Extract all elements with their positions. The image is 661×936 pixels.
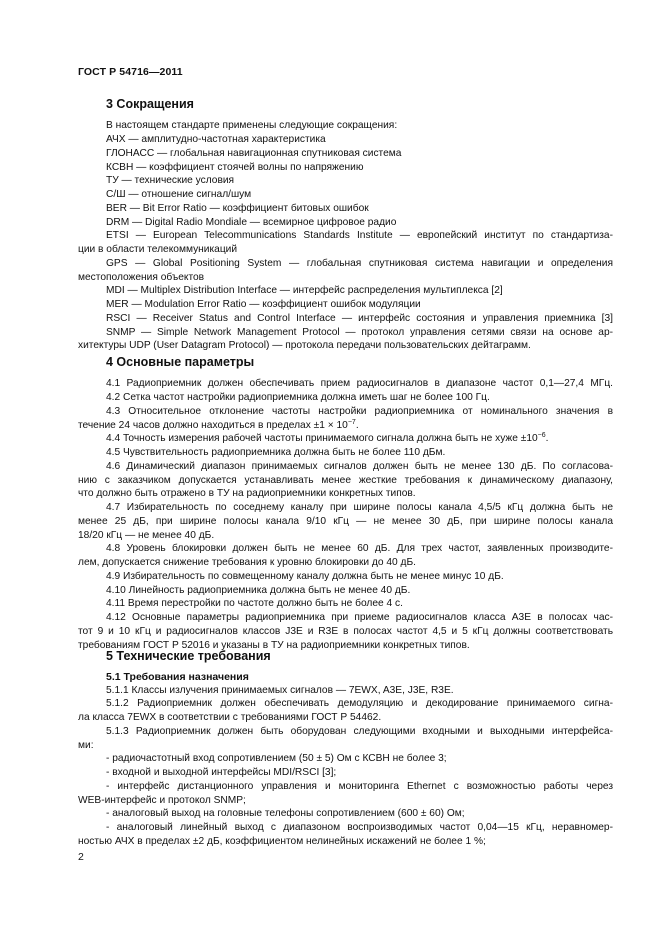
sec4-line: 18/20 кГц — не менее 40 дБ. (78, 530, 215, 541)
sec5-line: ми: (78, 740, 94, 751)
sec4-line: лем, допускается снижение требования к уровню блокировки до 40 дБ. (78, 557, 416, 568)
sec5-line: ла класса 7EWX в соответствии с требованиями ГОСТ Р 54462. (78, 712, 382, 723)
sec4-line-text: течение 24 часов должно находиться в пределах ±1 × 10 (78, 420, 348, 431)
sec5-line: 5.1.2 Радиоприемник должен обеспечивать демодуляцию и декодирование принимаемого сигна- (106, 698, 613, 709)
sec4-line: 4.6 Динамический диапазон принимаемых сигналов должен быть не менее 130 дБ. По согласова- (106, 461, 613, 472)
sec3-line: MER — Modulation Error Ratio — коэффициент ошибок модуляции (106, 299, 421, 310)
period: . (355, 420, 359, 431)
sec5-line: 5.1.3 Радиоприемник должен быть оборудован следующими входными и выходными интерфейса- (106, 726, 613, 737)
sec4-line: 4.5 Чувствительность радиоприемника должна быть не более 110 дБм. (106, 447, 446, 458)
sec4-line: 4.8 Уровень блокировки должен быть не менее 60 дБ. Для трех частот, заявленных производите- (106, 543, 613, 554)
sec4-line: 4.1 Радиоприемник должен обеспечивать прием радиосигналов в диапазоне частот 0,1—27,4 МГц. (106, 378, 613, 389)
sec4-line: что должно быть отражено в ТУ на радиоприемники конкретных типов. (78, 488, 416, 499)
sec5-line: ностью АЧХ в пределах ±2 дБ, коэффициентом нелинейных искажений не более 1 %; (78, 836, 486, 847)
sec4-line: нию с заказчиком допускается устанавливать менее жесткие требования к динамическому диапазону, (78, 475, 613, 486)
sec4-line: 4.11 Время перестройки по частоте должно быть не более 4 с. (106, 598, 403, 609)
sec3-line: АЧХ — амплитудно-частотная характеристика (106, 134, 326, 145)
sec4-line: 4.9 Избирательность по совмещенному каналу должна быть не менее минус 10 дБ. (106, 571, 504, 582)
sec5-line: - радиочастотный вход сопротивлением (50 ± 5) Ом с КСВН не более 3; (106, 753, 447, 764)
sec4-line: требованиям ГОСТ Р 52016 и указаны в ТУ на радиоприемники конкретных типов. (78, 640, 470, 651)
sec3-line: ции в области телекоммуникаций (78, 244, 238, 255)
sec3-line: ТУ — технические условия (106, 175, 235, 186)
sec4-line: 4.2 Сетка частот настройки радиоприемника должна иметь шаг не более 100 Гц. (106, 392, 490, 403)
sec3-line: ETSI — European Telecommunications Standards Institute — европейский институт по стандартиза- (106, 230, 613, 241)
sec5-line: WEB-интерфейс и протокол SNMP; (78, 795, 246, 806)
document-header: ГОСТ Р 54716—2011 (78, 66, 183, 78)
sec4-line: 4.7 Избирательность по соседнему каналу при ширине полосы канала 4,5/5 кГц должна быть не (106, 502, 613, 513)
sec3-line: DRM — Digital Radio Mondiale — всемирное цифровое радио (106, 217, 397, 228)
sec4-line: менее 25 дБ, при ширине полосы канала 9/10 кГц — не менее 30 дБ, при ширине полосы канала (78, 516, 613, 527)
sec5-line: - интерфейс дистанционного управления и мониторинга Ethernet с возможностью работы через (106, 781, 613, 792)
sec4-line-text: 4.4 Точность измерения рабочей частоты принимаемого сигнала должна быть не хуже ±10 (106, 433, 538, 444)
sec3-line: В настоящем стандарте применены следующие сокращения: (106, 120, 398, 131)
section-3-title: 3 Сокращения (106, 97, 194, 111)
sec3-line: RSCI — Receiver Status and Control Interface — интерфейс состояния и управления приемника [3] (106, 313, 613, 324)
sec5-line: - аналоговый линейный выход с диапазоном воспроизводимых частот 0,04—15 кГц, неравномер- (106, 822, 613, 833)
sec5-line: - аналоговый выход на головные телефоны сопротивлением (600 ± 60) Ом; (106, 808, 465, 819)
sec4-line: 4.3 Относительное отклонение частоты настройки радиоприемника от номинального значения в (106, 406, 613, 417)
sec3-line: BER — Bit Error Ratio — коэффициент битовых ошибок (106, 203, 369, 214)
section-5-title: 5 Технические требования (106, 649, 271, 663)
sec3-line: С/Ш — отношение сигнал/шум (106, 189, 252, 200)
sec3-line: GPS — Global Positioning System — глобальная спутниковая система навигации и определения (106, 258, 613, 269)
exponent: −7 (347, 419, 356, 426)
sec4-line: 4.10 Линейность радиоприемника должна быть не менее 40 дБ. (106, 585, 411, 596)
sec3-line: КСВН — коэффициент стоячей волны по напряжению (106, 162, 364, 173)
period: . (545, 433, 549, 444)
sec4-line-4-3-end (78, 420, 359, 432)
sec5-line: 5.1.1 Классы излучения принимаемых сигналов — 7EWX, A3E, J3E, R3E. (106, 685, 454, 696)
page-number: 2 (78, 851, 84, 863)
subsection-5-1-title: 5.1 Требования назначения (106, 671, 249, 683)
sec3-line: MDI — Multiplex Distribution Interface — интерфейс распределения мультиплекса [2] (106, 285, 503, 296)
sec4-line-4-4 (106, 433, 549, 445)
section-4-title: 4 Основные параметры (106, 355, 255, 369)
sec5-line: - входной и выходной интерфейсы MDI/RSCI [3]; (106, 767, 337, 778)
sec3-line: SNMP — Simple Network Management Protocol — протокол управления сетями связи на основе ар- (106, 327, 613, 338)
exponent: −6 (537, 432, 546, 439)
sec3-line: ГЛОНАСС — глобальная навигационная спутниковая система (106, 148, 402, 159)
sec3-line: местоположения объектов (78, 272, 205, 283)
sec4-line: 4.12 Основные параметры радиоприемника при приеме радиосигналов класса A3E в полосах час- (106, 612, 613, 623)
sec3-line: хитектуры UDP (User Datagram Protocol) — протокола передачи пользовательских дейтаграмм. (78, 340, 531, 351)
sec4-line: тот 9 и 10 кГц и радиосигналов классов J3E и R3E в полосах частот 4,5 и 5 кГц должны соответствовать (78, 626, 613, 637)
